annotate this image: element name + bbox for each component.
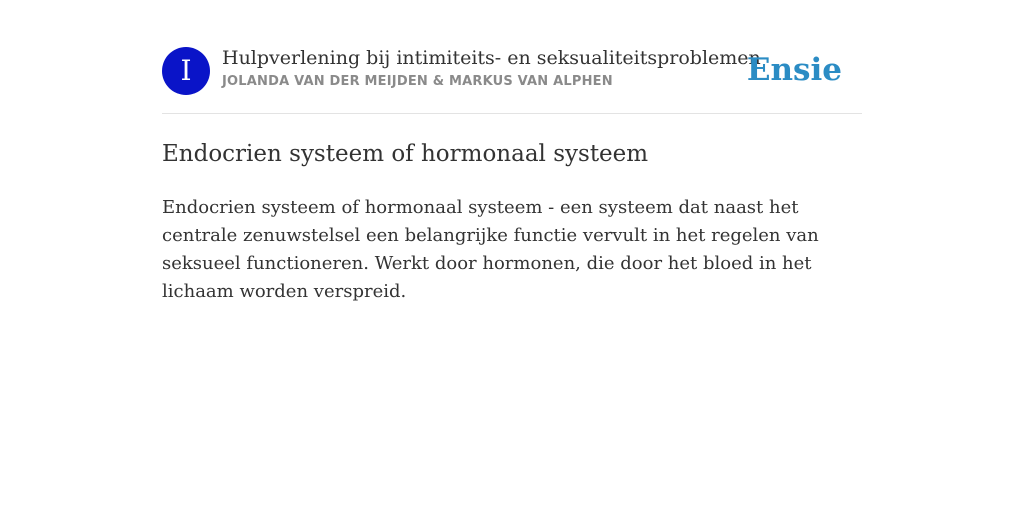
entry-definition: Endocrien systeem of hormonaal systeem - een systeem dat naast het centrale zenuwstelsel een belangrijke functie vervult in het regelen van seksueel functioneren. Werkt door hormonen, die door het bloed in het lichaam worden verspreid.	[162, 197, 819, 302]
content-container	[162, 0, 862, 306]
page-header	[162, 0, 862, 114]
book-avatar: I	[162, 47, 210, 95]
entry-title: Endocrien systeem of hormonaal systeem	[162, 141, 649, 167]
book-authors: JOLANDA VAN DER MEIJDEN & MARKUS VAN ALPHEN	[222, 74, 613, 89]
ensie-logo[interactable]: Ensie	[746, 52, 842, 88]
book-title[interactable]: Hulpverlening bij intimiteits- en seksualiteitsproblemen	[222, 47, 761, 69]
